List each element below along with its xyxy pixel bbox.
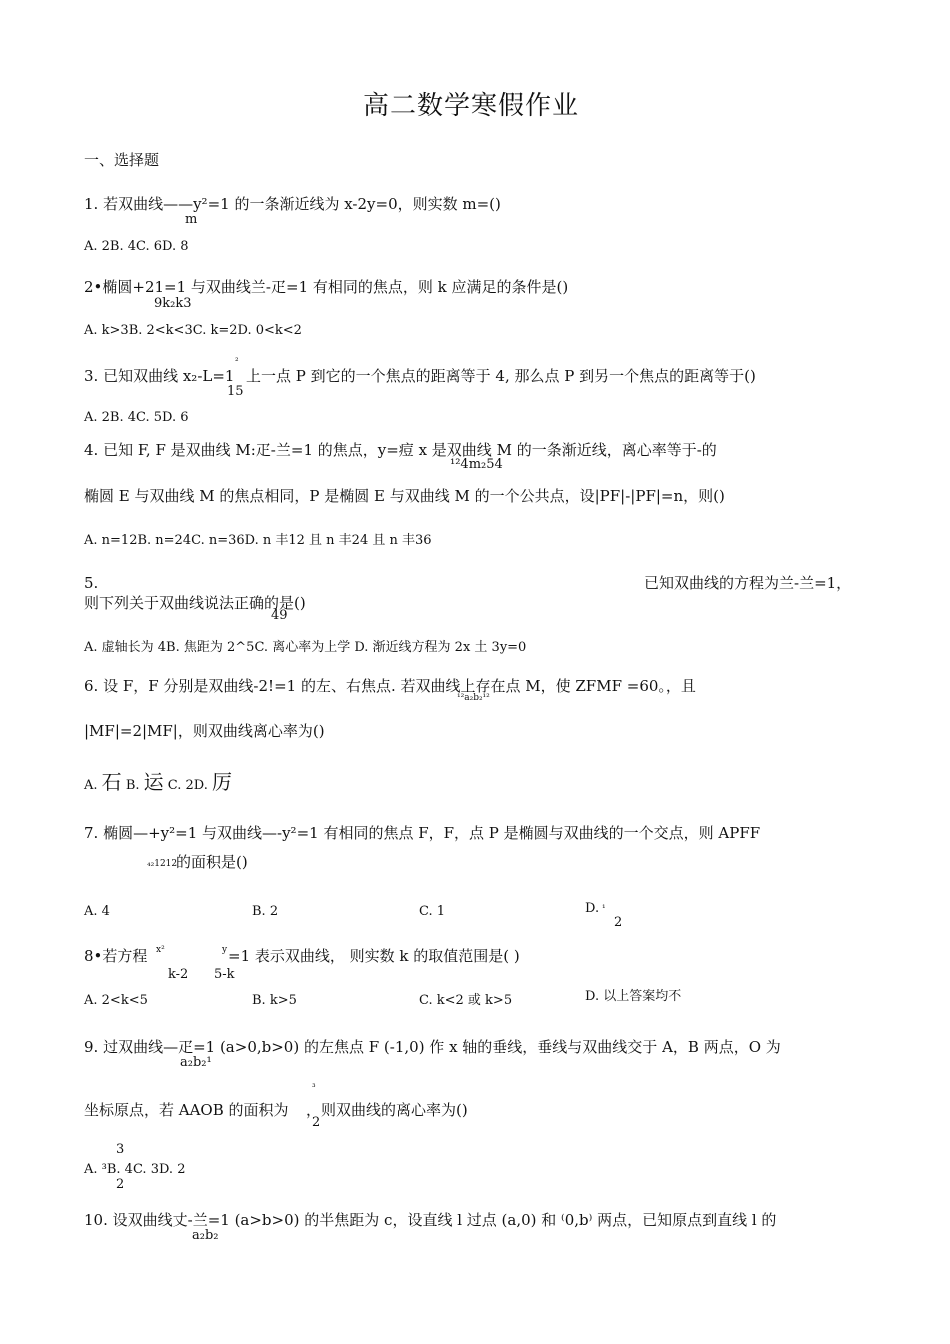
fraction-denominator: 2 <box>312 1115 321 1130</box>
option-d: D. 以上答案均不 <box>585 989 682 1004</box>
answer-options: A. ³B. 4C. 3D. 2 <box>84 1162 186 1177</box>
question-text: 9. 过双曲线—疋=1 (a>0,b>0) 的左焦点 F (-1,0) 作 x 轴的垂线，垂线与双曲线交于 A，B 两点，O 为 <box>84 1038 781 1056</box>
question-text-continued: =1 表示双曲线， 则实数 k 的取值范围是( ) <box>228 947 520 965</box>
fraction-numerator: 3 <box>116 1142 125 1157</box>
superscript: x² <box>156 945 165 955</box>
option-d-symbol: 厉 <box>212 770 233 794</box>
fraction-denominator: ₄₂1212 <box>147 859 178 869</box>
page-title: 高二数学寒假作业 <box>363 91 580 121</box>
option-a-label: A. <box>84 778 98 793</box>
fraction-denominator: 9k₂k3 <box>154 296 192 311</box>
question-text: 已知双曲线的方程为兰-兰=1， <box>644 574 852 592</box>
fraction-denominator: 15 <box>227 384 244 399</box>
question-text-line2: 则下列关于双曲线说法正确的是() <box>84 594 306 612</box>
question-text-line2: 坐标原点，若 AAOB 的面积为 <box>84 1101 289 1119</box>
answer-options: A. k>3B. 2<k<3C. k=2D. 0<k<2 <box>84 323 302 338</box>
option-c: C. k<2 或 k>5 <box>419 993 513 1008</box>
fraction-denominator: a₂b₂¹ <box>180 1055 212 1070</box>
answer-options: A. 2B. 4C. 6D. 8 <box>84 239 189 254</box>
question-text: 8•若方程 <box>84 947 148 965</box>
fraction-denominator: ¹²a₂b₂¹² <box>457 693 490 703</box>
question-text: 7. 椭圆—+y²=1 与双曲线—-y²=1 有相同的焦点 F，F，点 P 是椭圆与双曲线的一个交点，则 APFF <box>84 824 761 842</box>
fraction-denominator: 5-k <box>214 967 235 982</box>
option-cd-label: C. 2D. <box>167 778 208 793</box>
option-b: B. 2 <box>252 904 279 919</box>
fraction-denominator: 49 <box>271 608 288 623</box>
option-b-label: B. <box>125 778 140 793</box>
fraction-denominator: 2 <box>116 1177 125 1192</box>
answer-options: A. 虚轴长为 4B. 焦距为 2^5C. 离心率为上学 D. 渐近线方程为 2x 土 3y=0 <box>84 640 527 655</box>
option-a: A. 2<k<5 <box>84 993 148 1008</box>
option-d-denominator: 2 <box>614 915 623 930</box>
option-a-symbol: 石 <box>101 770 122 794</box>
superscript: y <box>222 945 228 955</box>
question-text-line2: 椭圆 E 与双曲线 M 的焦点相同，P 是椭圆 E 与双曲线 M 的一个公共点，设|PF|-|PF|=n，则() <box>84 487 725 505</box>
question-text: 1. 若双曲线——y²=1 的一条渐近线为 x-2y=0，则实数 m=() <box>84 195 501 213</box>
option-c: C. 1 <box>419 904 446 919</box>
question-text-line2: |MF|=2|MF|，则双曲线离心率为() <box>84 722 325 740</box>
question-text: 4. 已知 F, F 是双曲线 M:疋-兰=1 的焦点，y=痘 x 是双曲线 M 的一条渐近线，离心率等于-的 <box>84 441 717 459</box>
fraction-denominator: ¹²4m₂54 <box>450 457 503 472</box>
question-text: 2•椭圆+21=1 与双曲线兰-疋=1 有相同的焦点，则 k 应满足的条件是() <box>84 278 569 296</box>
fraction-denominator: a₂b₂ <box>192 1228 219 1243</box>
superscript: ² <box>235 357 239 367</box>
option-a: A. 4 <box>84 904 110 919</box>
fraction-denominator: k-2 <box>168 967 189 982</box>
question-number: 5. <box>84 574 99 592</box>
question-text: 3. 已知双曲线 x₂-L=1 <box>84 367 235 385</box>
answer-options: A. 2B. 4C. 5D. 6 <box>84 410 189 425</box>
question-text-line2: 的面积是() <box>176 853 248 871</box>
question-text-continued: ，则双曲线的离心率为() <box>306 1101 468 1119</box>
question-text-continued: 上一点 P 到它的一个焦点的距离等于 4, 那么点 P 到另一个焦点的距离等于() <box>246 367 756 385</box>
fraction-denominator: m <box>185 212 198 227</box>
option-d-superscript: ¹ <box>602 904 606 914</box>
question-text: 10. 设双曲线丈-兰=1 (a>b>0) 的半焦距为 c，设直线 l 过点 (a,0) 和 ⁽0,b⁾ 两点，已知原点到直线 l 的 <box>84 1211 777 1229</box>
superscript: ³ <box>312 1083 316 1093</box>
option-d: D. <box>585 901 600 916</box>
option-b-symbol: 运 <box>143 770 164 794</box>
question-text: 6. 设 F，F 分别是双曲线-2!=1 的左、右焦点. 若双曲线上存在点 M，使 ZFMF =60。，且 <box>84 677 696 695</box>
section-heading: 一、选择题 <box>84 151 160 169</box>
answer-options: A. n=12B. n=24C. n=36D. n 丰12 且 n 丰24 且 n 丰36 <box>84 533 432 548</box>
option-b: B. k>5 <box>252 993 297 1008</box>
